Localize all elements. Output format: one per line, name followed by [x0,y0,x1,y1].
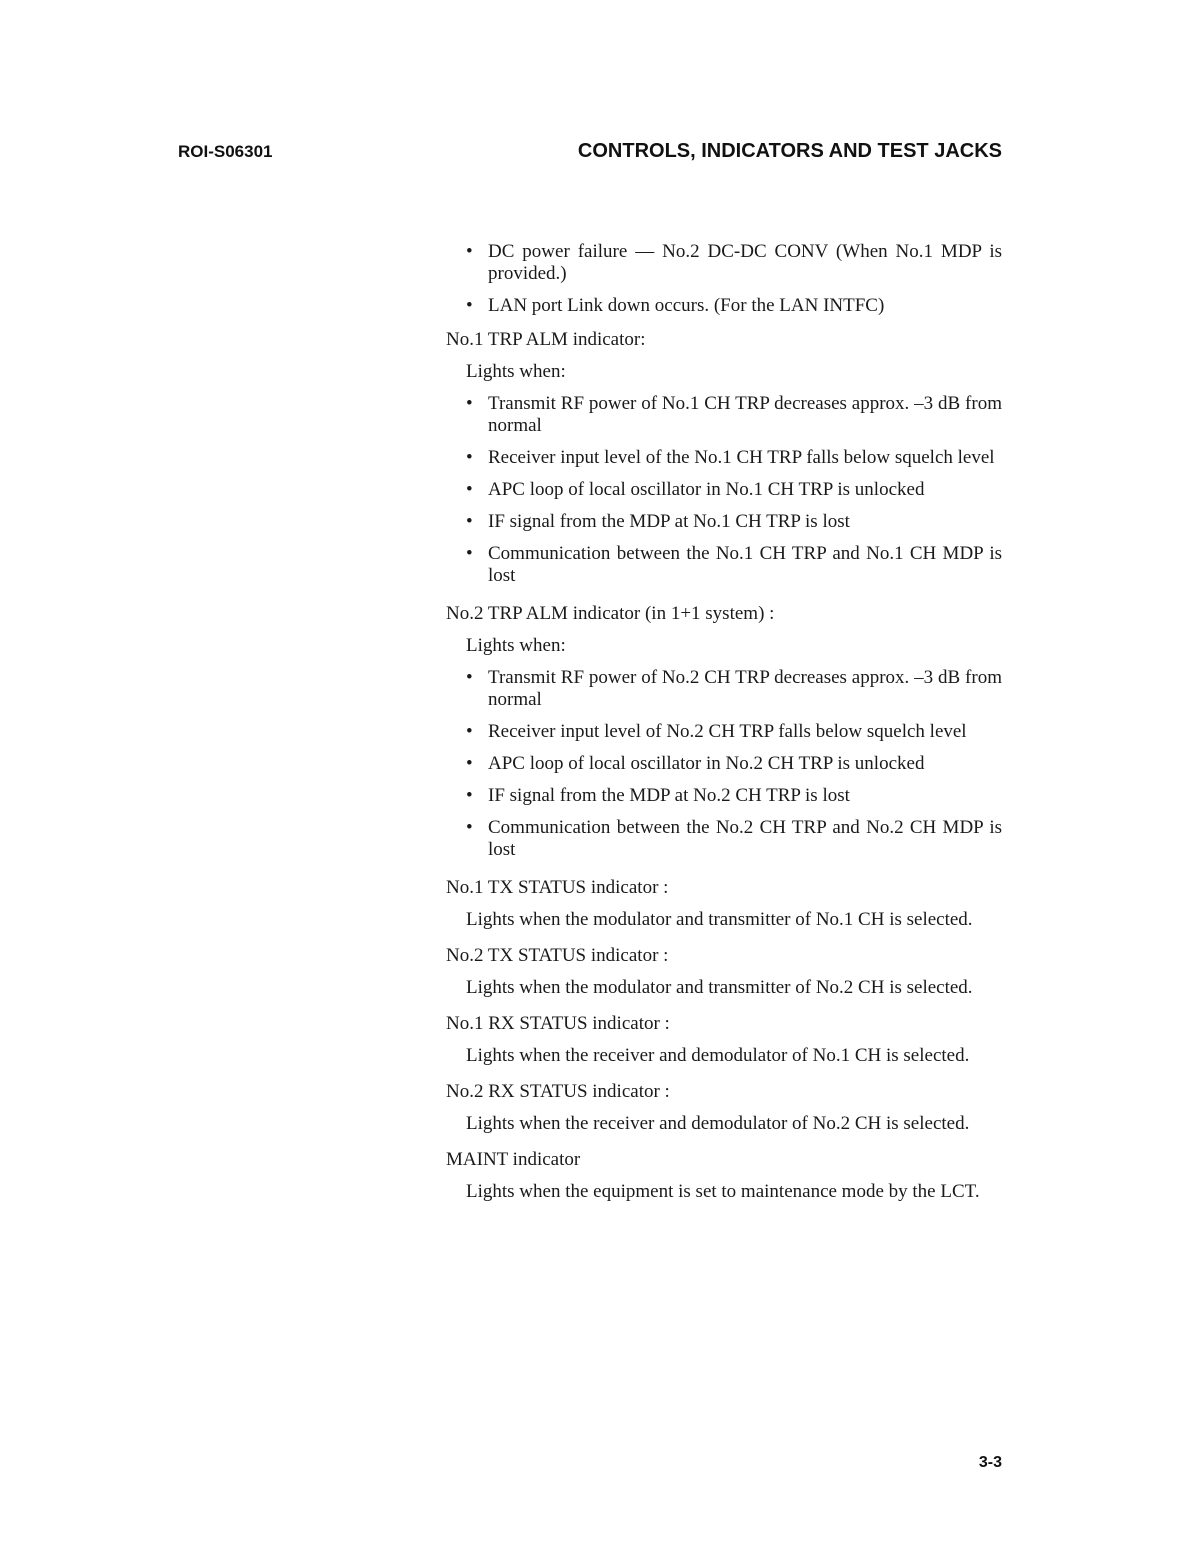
list-item-text: LAN port Link down occurs. (For the LAN INTFC) [488,295,885,316]
condition-list [446,393,1002,587]
list-item-text: APC loop of local oscillator in No.1 CH TRP is unlocked [488,479,925,500]
indicator-title: No.2 RX STATUS indicator : [446,1081,670,1102]
list-item-text: Communication between the No.1 CH TRP and No.1 CH MDP is lost [488,543,1002,586]
bullet-icon: • [466,817,473,838]
list-item-text: Receiver input level of No.2 CH TRP falls below squelch level [488,721,967,742]
chapter-title: CONTROLS, INDICATORS AND TEST JACKS [577,140,1002,162]
section-no2-trp-alm [446,603,1002,861]
indicator-description: Lights when the receiver and demodulator of No.1 CH is selected. [466,1045,970,1066]
bullet-icon: • [466,753,473,774]
bullet-icon: • [466,447,473,468]
list-item [446,241,1002,285]
section-no1-rx-status [446,1013,1002,1067]
list-item-text: IF signal from the MDP at No.2 CH TRP is lost [488,785,850,806]
list-item-text: Communication between the No.2 CH TRP and No.2 CH MDP is lost [488,817,1002,860]
bullet-icon: • [466,511,473,532]
section-no1-trp-alm [446,329,1002,587]
section-no1-tx-status [446,877,1002,931]
indicator-title: MAINT indicator [446,1149,581,1170]
indicator-description: Lights when: [466,635,566,656]
indicator-title: No.1 TRP ALM indicator: [446,329,646,350]
list-item [446,667,1002,711]
list-item-text: APC loop of local oscillator in No.2 CH TRP is unlocked [488,753,925,774]
indicator-description: Lights when the modulator and transmitter of No.1 CH is selected. [466,909,973,930]
section-no2-rx-status [446,1081,1002,1135]
list-item-text: IF signal from the MDP at No.1 CH TRP is lost [488,511,850,532]
list-item [446,721,1002,743]
indicator-title: No.2 TX STATUS indicator : [446,945,669,966]
page-number: 3-3 [978,1454,1002,1471]
section-maint [446,1149,1002,1203]
bullet-icon: • [466,785,473,806]
indicator-title: No.1 TX STATUS indicator : [446,877,669,898]
bullet-icon: • [466,543,473,564]
list-item [446,295,1002,317]
bullet-icon: • [466,241,473,262]
bullet-icon: • [466,667,473,688]
indicator-description: Lights when the receiver and demodulator of No.2 CH is selected. [466,1113,970,1134]
indicator-title: No.1 RX STATUS indicator : [446,1013,670,1034]
list-item-text: Receiver input level of the No.1 CH TRP falls below squelch level [488,447,995,468]
bullet-icon: • [466,295,473,316]
list-item [446,479,1002,501]
list-item [446,393,1002,437]
indicator-description: Lights when the equipment is set to maintenance mode by the LCT. [466,1181,980,1202]
section-no2-tx-status [446,945,1002,999]
list-item-text: Transmit RF power of No.2 CH TRP decreases approx. –3 dB from normal [488,667,1002,710]
intro-bullet-list [446,241,1002,317]
list-item-text: DC power failure — No.2 DC-DC CONV (When No.1 MDP is provided.) [488,241,1002,284]
page-content [446,241,1002,1217]
indicator-title: No.2 TRP ALM indicator (in 1+1 system) : [446,603,775,624]
bullet-icon: • [466,479,473,500]
bullet-icon: • [466,721,473,742]
list-item [446,447,1002,469]
list-item-text: Transmit RF power of No.1 CH TRP decreases approx. –3 dB from normal [488,393,1002,436]
list-item [446,543,1002,587]
bullet-icon: • [466,393,473,414]
list-item [446,753,1002,775]
condition-list [446,667,1002,861]
document-id: ROI-S06301 [178,142,273,161]
list-item [446,817,1002,861]
list-item [446,511,1002,533]
list-item [446,785,1002,807]
indicator-description: Lights when: [466,361,566,382]
indicator-description: Lights when the modulator and transmitter of No.2 CH is selected. [466,977,973,998]
